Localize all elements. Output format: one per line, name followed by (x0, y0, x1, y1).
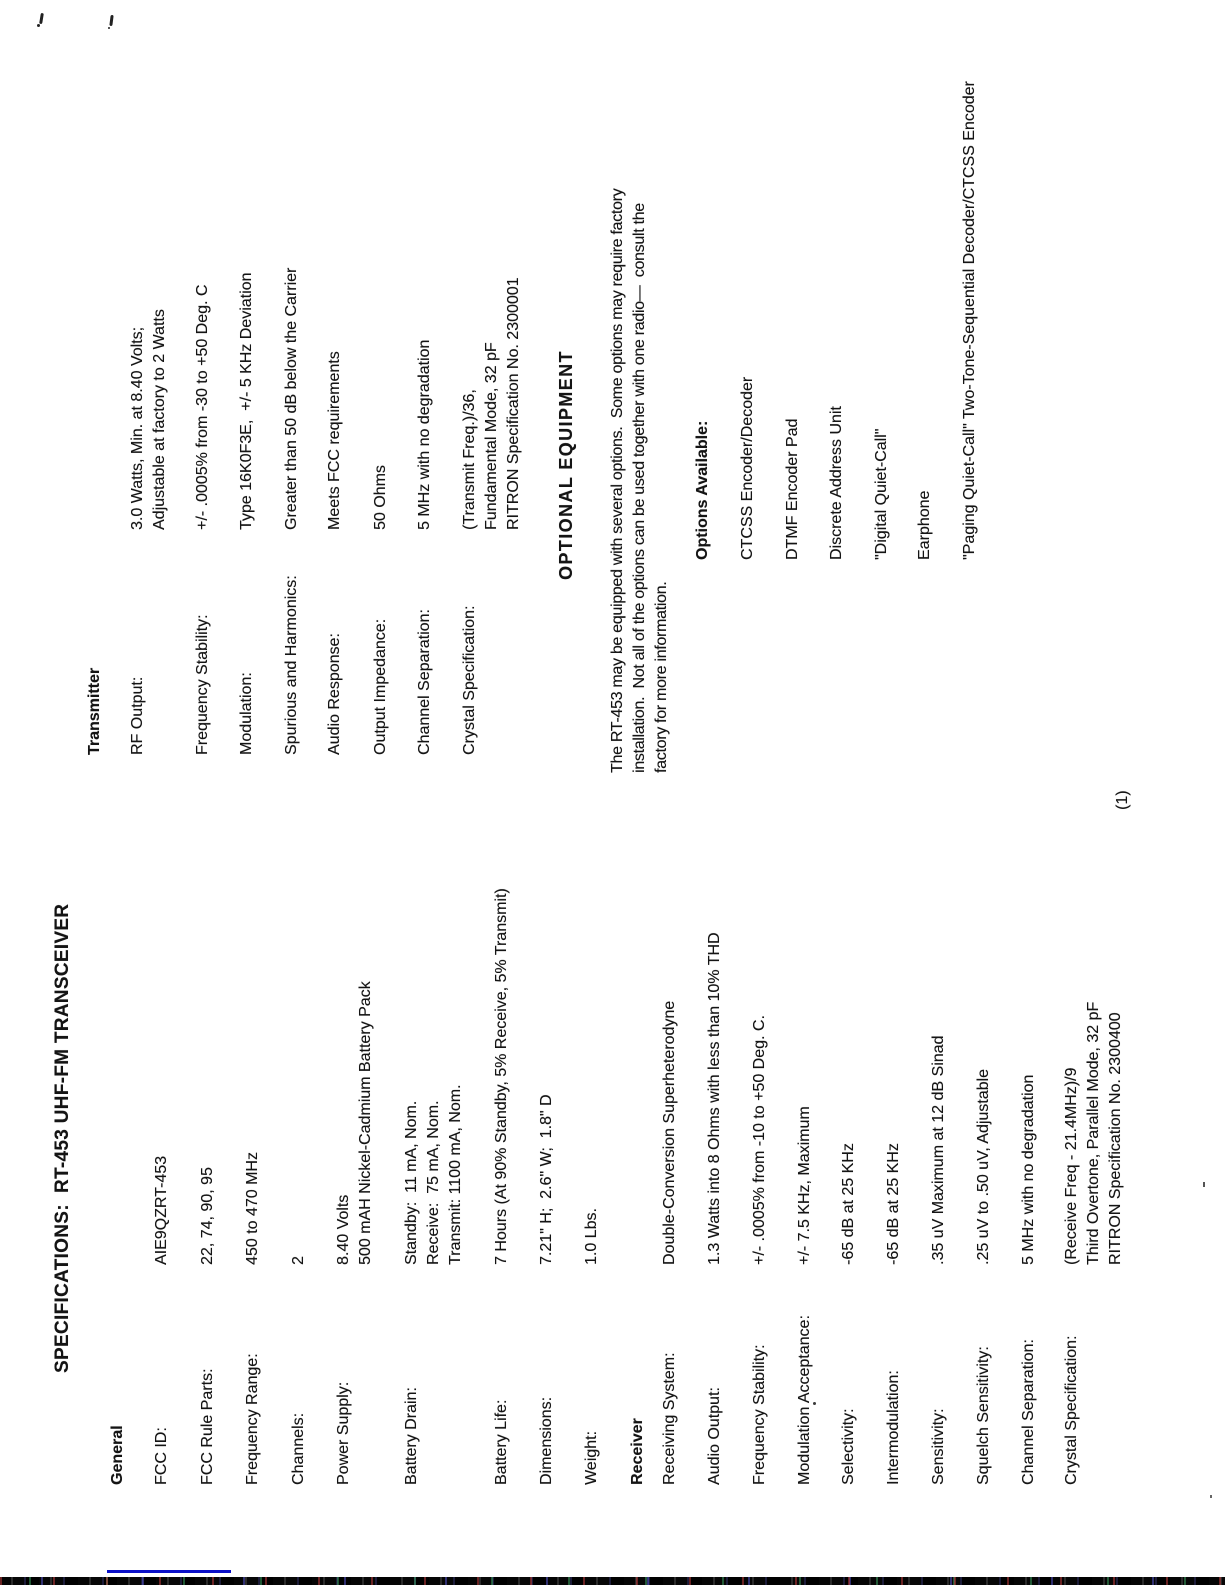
spec-label: Audio Response: (326, 633, 343, 755)
spec-value: +/- .0005% from -10 to +50 Deg. C. (751, 1015, 768, 1265)
ink-blue-line (107, 1570, 231, 1573)
spec-label: Dimensions: (538, 1396, 555, 1485)
spec-value: Double-Conversion Superheterodyne (661, 1000, 678, 1265)
spec-label: Frequency Stability: (194, 614, 211, 755)
spec-label: Intermodulation: (885, 1370, 902, 1485)
spec-label: Channel Separation: (1020, 1339, 1037, 1485)
scan-speck (1203, 1182, 1205, 1187)
page-number: (1) (1114, 790, 1131, 810)
option-item: Earphone (916, 490, 933, 560)
spec-value: 2 (290, 1256, 307, 1265)
spec-value: 5 MHz with no degradation (416, 339, 433, 530)
spec-value: 450 to 470 MHz (244, 1152, 261, 1265)
spec-value: 1.3 Watts into 8 Ohms with less than 10% THD (706, 932, 723, 1265)
section-header-transmitter: Transmitter (86, 667, 103, 755)
scan-speck (37, 24, 40, 27)
scan-noise-strip (0, 1577, 1225, 1585)
option-item: "Paging Quiet-Call" Two-Tone-Sequential Decoder/CTCSS Encoder (961, 81, 978, 560)
spec-label: Weight: (583, 1431, 600, 1485)
spec-value: 500 mAH Nickel-Cadmium Battery Pack (357, 981, 374, 1265)
spec-value: 50 Ohms (372, 465, 389, 530)
section-header-general: General (109, 1425, 126, 1485)
option-item: DTMF Encoder Pad (784, 418, 801, 560)
spec-label: Crystal Specification: (461, 605, 478, 755)
scan-speck (813, 1402, 816, 1405)
spec-value: AIE9QZRT-453 (153, 1155, 170, 1265)
spec-value: Meets FCC requirements (326, 351, 343, 530)
option-item: "Digital Quiet-Call" (873, 428, 890, 560)
spec-value: 7 Hours (At 90% Standby, 5% Receive, 5% Transmit) (493, 888, 510, 1265)
spec-value: 22, 74, 90, 95 (199, 1167, 216, 1265)
spec-value: 1.0 Lbs. (583, 1208, 600, 1265)
spec-label: Audio Output: (706, 1387, 723, 1485)
spec-value: Standby: 11 mA, Nom. (403, 1100, 420, 1265)
spec-value: Receive: 75 mA, Nom. (425, 1100, 442, 1265)
section-header-optional-equipment: OPTIONAL EQUIPMENT (556, 350, 576, 580)
spec-value: (Receive Freq - 21.4MHz)/9 (1063, 1067, 1080, 1265)
spec-value: .25 uV to .50 uV, Adjustable (975, 1068, 992, 1265)
spec-label: Receiving System: (661, 1352, 678, 1485)
spec-label: FCC Rule Parts: (199, 1368, 216, 1485)
spec-value: (Transmit Freq.)/36, (461, 389, 478, 530)
spec-value: 7.21" H; 2.6" W; 1.8" D (538, 1094, 555, 1265)
paragraph-line: The RT-453 may be equipped with several options. Some options may require factory (609, 188, 626, 773)
spec-label: Frequency Range: (244, 1353, 261, 1485)
spec-label: Battery Drain: (403, 1387, 420, 1485)
spec-label: Power Supply: (335, 1381, 352, 1485)
spec-value: 3.0 Watts, Min. at 8.40 Volts; (129, 326, 146, 530)
spec-label: Spurious and Harmonics: (283, 575, 300, 755)
spec-value: Greater than 50 dB below the Carrier (283, 267, 300, 530)
document-title: SPECIFICATIONS: RT-453 UHF-FM TRANSCEIVER (52, 903, 73, 1373)
spec-value: RITRON Specification No. 2300400 (1107, 1012, 1124, 1265)
option-item: CTCSS Encoder/Decoder (739, 376, 756, 560)
paragraph-line: factory for more information. (653, 581, 670, 773)
spec-label: Sensitivity: (930, 1408, 947, 1485)
spec-label: FCC ID: (153, 1427, 170, 1485)
spec-value: -65 dB at 25 KHz (840, 1143, 857, 1265)
spec-label: Frequency Stability: (751, 1344, 768, 1485)
spec-value: +/- 7.5 KHz, Maximum (796, 1106, 813, 1265)
spec-label: Channel Separation: (416, 609, 433, 755)
options-available-heading: Options Available: (694, 420, 711, 560)
spec-label: Output Impedance: (372, 618, 389, 755)
scan-speck (108, 27, 110, 29)
spec-value: Third Overtone, Parallel Mode, 32 pF (1085, 1001, 1102, 1265)
spec-value: 5 MHz with no degradation (1020, 1074, 1037, 1265)
spec-label: Selectivity: (840, 1408, 857, 1485)
spec-value: Transmit: 1100 mA, Nom. (447, 1084, 464, 1265)
spec-value: 8.40 Volts (335, 1194, 352, 1265)
spec-value: Fundamental Mode, 32 pF (483, 342, 500, 530)
section-header-receiver: Receiver (629, 1418, 646, 1485)
spec-label: Crystal Specification: (1063, 1335, 1080, 1485)
spec-value: .35 uV Maximum at 12 dB Sinad (930, 1035, 947, 1265)
spec-label: Squelch Sensitivity: (975, 1346, 992, 1485)
scan-speck (1210, 1495, 1212, 1498)
spec-label: Channels: (290, 1412, 307, 1485)
spec-value: Adjustable at factory to 2 Watts (151, 309, 168, 530)
spec-value: +/- .0005% from -30 to +50 Deg. C (194, 284, 211, 530)
spec-label: RF Output: (129, 676, 146, 755)
spec-value: RITRON Specification No. 2300001 (505, 277, 522, 530)
spec-label: Modulation: (238, 672, 255, 755)
spec-label: Modulation Acceptance: (796, 1315, 813, 1485)
spec-value: Type 16K0F3E, +/- 5 KHz Deviation (238, 272, 255, 530)
spec-value: -65 dB at 25 KHz (885, 1143, 902, 1265)
paragraph-line: installation. Not all of the options can be used together with one radio— consult the (631, 203, 648, 773)
option-item: Discrete Address Unit (828, 406, 845, 560)
spec-label: Battery Life: (493, 1399, 510, 1485)
